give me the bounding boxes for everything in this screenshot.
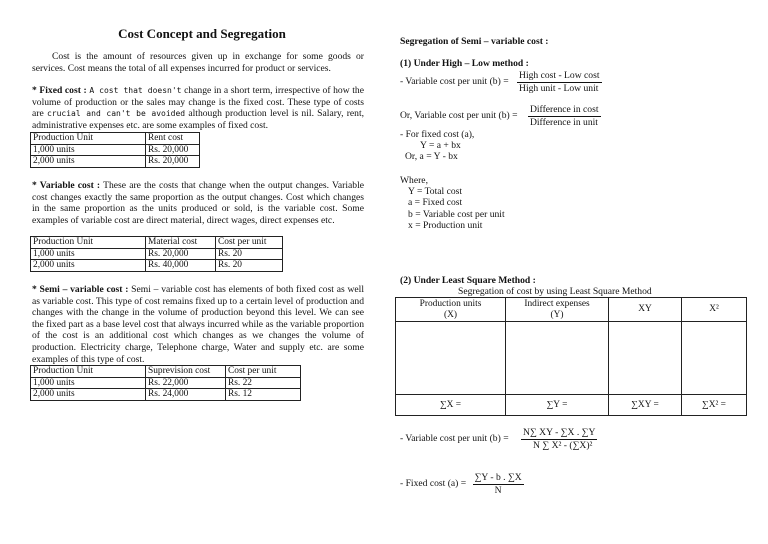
fraction (521, 427, 597, 451)
table-header: Material cost (146, 237, 216, 249)
empty-cell (396, 322, 506, 395)
semi-variable-paragraph (32, 284, 364, 365)
least-square-title: (2) Under Least Square Method : (400, 275, 536, 286)
fixed-cost-intro: - For fixed cost (a), (400, 129, 475, 140)
denominator: Difference in unit (529, 116, 598, 128)
empty-cell (609, 322, 682, 395)
fraction (473, 472, 524, 496)
table-cell: 1,000 units (31, 248, 146, 260)
formula-label: - Variable cost per unit (b) = (400, 76, 509, 88)
fixed-cost-mono-text-2: crucial and can't be avoided (46, 109, 186, 119)
empty-cell (506, 322, 609, 395)
formula-label: - Variable cost per unit (b) = (400, 433, 509, 445)
table-cell: Rs. 20,000 (146, 144, 200, 156)
numerator: Difference in cost (529, 104, 599, 115)
table-cell: Rs. 40,000 (146, 260, 216, 272)
column-header: Production units (X) (396, 298, 506, 322)
column-header: Indirect expenses (Y) (506, 298, 609, 322)
least-square-subtitle: Segregation of cost by using Least Square Method (458, 286, 652, 297)
fixed-cost-table (30, 132, 200, 168)
definition: a = Fixed cost (408, 197, 463, 208)
variable-cost-paragraph (32, 180, 364, 226)
table-cell: Rs. 20,000 (146, 156, 200, 168)
intro-paragraph: Cost is the amount of resources given up in exchange for some goods or services. Cost means the total of all expenses incurred for product or services. (32, 51, 364, 74)
fixed-cost-mono-text: A cost that doesn't (89, 86, 182, 95)
numerator: ∑Y - b . ∑X (474, 472, 522, 483)
column-header: X² (682, 298, 747, 322)
table-cell: 2,000 units (31, 156, 146, 168)
table-cell: 2,000 units (31, 389, 146, 401)
fixed-cost-paragraph (32, 85, 364, 131)
table-cell: Rs. 20 (216, 248, 283, 260)
column-header: XY (609, 298, 682, 322)
sum-cell: ∑Y = (506, 395, 609, 416)
fixed-cost-text-2: although production level is nil. Salary, rent, administrative expenses etc. are some examples of fixed cost. (32, 108, 365, 131)
table-header: Cost per unit (226, 366, 301, 378)
table-header: Cost per unit (216, 237, 283, 249)
variable-cost-table (30, 236, 283, 272)
table-header: Production Unit (31, 133, 146, 145)
semi-variable-table (30, 365, 301, 401)
semi-variable-text: Semi – variable cost has elements of both fixed cost as well as variable cost. This type of cost remains fixed up to a certain level of production and changes with the change in the volume of production beyond this level. We can see the fixed part as a base level cost that always incurred while as the variable proportion of the cost is an additional cost which changes as we changes the volume of production. Electricity charge, Telephone charge, Water and supply etc. are some examples of this type of cost. (32, 284, 365, 365)
table-header: Suprevision cost (146, 366, 226, 378)
denominator: N (494, 484, 502, 496)
table-header: Production Unit (31, 366, 146, 378)
denominator: N ∑ X² - (∑X)² (533, 439, 593, 451)
fraction (517, 70, 601, 94)
table-cell: Rs. 20 (216, 260, 283, 272)
page-title: Cost Concept and Segregation (118, 26, 286, 41)
formula-label: - Fixed cost (a) = (400, 478, 467, 490)
fixed-cost-text-1: change in a short term, irrespective of how the volume of production or the sales may change is the fixed cost. These type of costs are (32, 85, 364, 120)
fixed-cost-label: * Fixed cost : (32, 85, 87, 96)
least-square-table (395, 297, 747, 416)
table-cell: 1,000 units (31, 144, 146, 156)
semi-variable-label: * Semi – variable cost : (32, 284, 129, 295)
denominator: High unit - Low unit (519, 82, 599, 94)
segregation-heading: Segregation of Semi – variable cost : (400, 36, 549, 47)
ls-variable-cost-formula (400, 427, 597, 451)
where-label: Where, (400, 175, 428, 186)
table-header: Rent cost (146, 133, 200, 145)
table-cell: 1,000 units (31, 377, 146, 389)
equation-1: Y = a + bx (420, 140, 461, 151)
table-cell: 2,000 units (31, 260, 146, 272)
sum-cell: ∑X = (396, 395, 506, 416)
high-low-title: (1) Under High – Low method : (400, 58, 529, 69)
table-cell: Rs. 24,000 (146, 389, 226, 401)
table-cell: Rs. 20,000 (146, 248, 216, 260)
definition: Y = Total cost (408, 186, 463, 197)
formula-label: Or, Variable cost per unit (b) = (400, 110, 518, 122)
variable-cost-label: * Variable cost : (32, 180, 101, 191)
sum-cell: ∑X² = (682, 395, 747, 416)
sum-cell: ∑XY = (609, 395, 682, 416)
table-cell: Rs. 12 (226, 389, 301, 401)
numerator: High cost - Low cost (519, 70, 600, 81)
fraction (528, 104, 601, 128)
variable-cost-formula (400, 70, 602, 94)
equation-2: Or, a = Y - bx (405, 151, 458, 162)
definition: b = Variable cost per unit (408, 209, 505, 220)
numerator: N∑ XY - ∑X . ∑Y (523, 427, 596, 438)
table-header: Production Unit (31, 237, 146, 249)
table-cell: Rs. 22,000 (146, 377, 226, 389)
variable-cost-text: These are the costs that change when the output changes. Variable cost changes exactly the same proportion as the output changes. Cost which changes in the same proportion as the units produced or sold, is the variable cost. Some examples of variable cost are direct material, direct wages, direct expenses etc. (32, 180, 364, 226)
empty-cell (682, 322, 747, 395)
or-variable-cost-formula (400, 104, 601, 128)
definition: x = Production unit (408, 220, 483, 231)
ls-fixed-cost-formula (400, 472, 524, 496)
table-cell: Rs. 22 (226, 377, 301, 389)
